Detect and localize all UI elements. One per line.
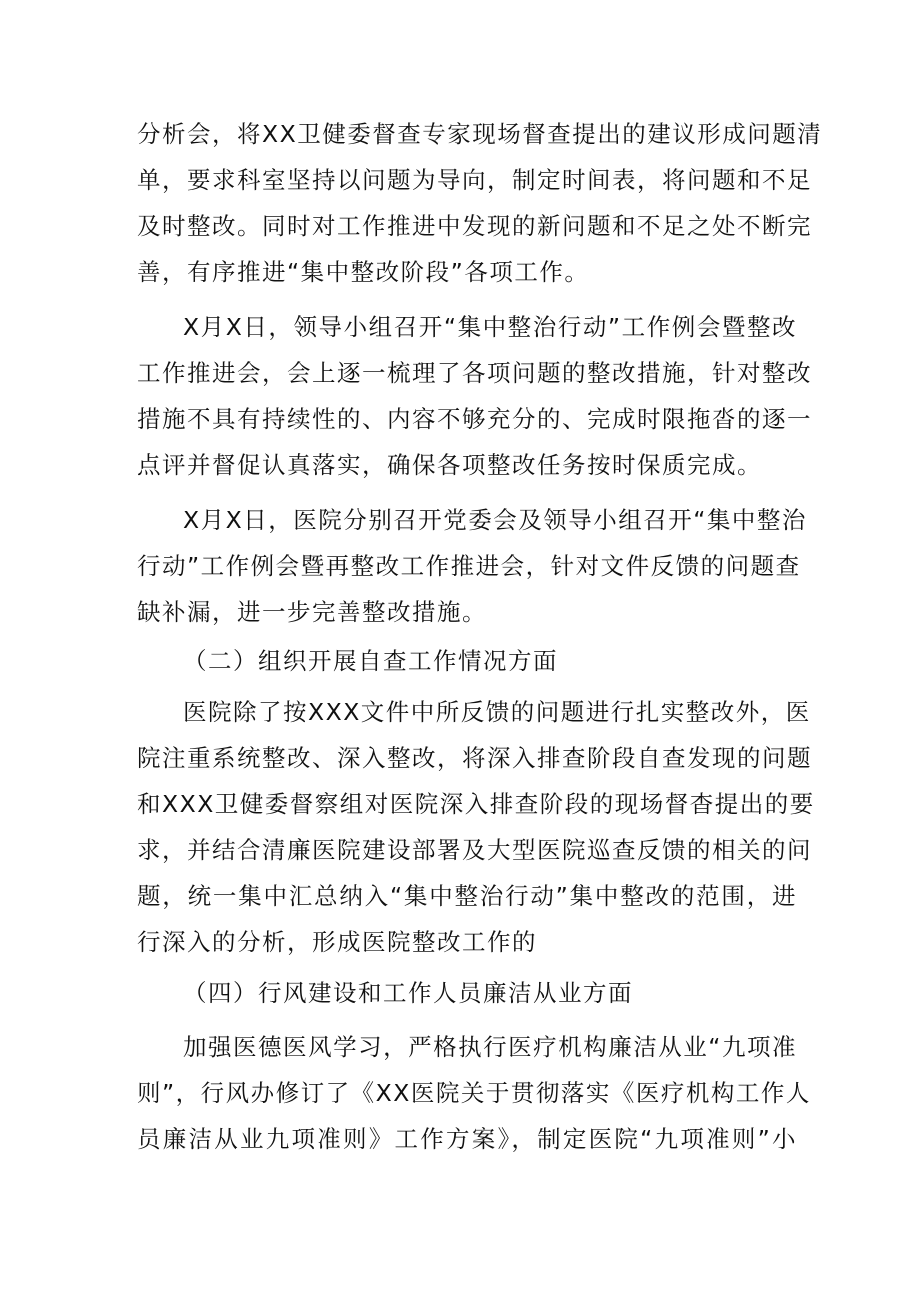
paragraph-line: 则”，行风办修订了《XX医院关于贯彻落实《医疗机构工作人 (137, 1079, 811, 1107)
paragraph-line: X月X日，医院分别召开党委会及领导小组召开“集中整治 (183, 506, 807, 534)
paragraph-line: 求，并结合清廉医院建设部署及大型医院巡查反馈的相关的问 (137, 836, 812, 864)
paragraph-line: 加强医德医风学习，严格执行医疗机构廉洁从业“九项准 (183, 1033, 797, 1061)
section-heading: （二）组织开展自查工作情况方面 (183, 647, 558, 675)
paragraph-line: 行深入的分析，形成医院整改工作的 (137, 928, 537, 956)
paragraph-line: 医院除了按XXX文件中所反馈的问题进行扎实整改外，医 (183, 698, 811, 726)
paragraph-line: 点评并督促认真落实，确保各项整改任务按时保质完成。 (137, 451, 762, 479)
paragraph-line: 缺补漏，进一步完善整改措施。 (137, 598, 487, 626)
paragraph-line: 措施不具有持续性的、内容不够充分的、完成时限拖沓的逐一 (137, 405, 812, 433)
paragraph-line: X月X日，领导小组召开“集中整治行动”工作例会暨整改 (183, 313, 797, 341)
paragraph-line: 和XXX卫健委督察组对医院深入排查阶段的现场督杳提出的要 (137, 790, 815, 818)
section-heading: （四）行风建设和工作人员廉洁从业方面 (183, 979, 633, 1007)
paragraph-line: 及时整改。同时对工作推进中发现的新问题和不足之处不断完 (137, 212, 812, 240)
paragraph-line: 题，统一集中汇总纳入“集中整治行动”集中整改的范围，进 (137, 882, 797, 910)
paragraph-line: 工作推进会，会上逐一梳理了各项问题的整改措施，针对整改 (137, 359, 812, 387)
paragraph-line: 行动”工作例会暨再整改工作推进会，针对文件反馈的问题查 (137, 552, 801, 580)
paragraph-line: 分析会，将XX卫健委督查专家现场督查提出的建议形成问题清 (137, 120, 823, 148)
paragraph-line: 单，要求科室坚持以问题为导向，制定时间表，将问题和不足 (137, 166, 812, 194)
paragraph-line: 院注重系统整改、深入整改，将深入排查阶段自查发现的问题 (137, 744, 812, 772)
paragraph-line: 善，有序推进“集中整改阶段”各项工作。 (137, 258, 590, 286)
paragraph-line: 员廉洁从业九项准则》工作方案》，制定医院“九项准则”小 (137, 1125, 797, 1153)
